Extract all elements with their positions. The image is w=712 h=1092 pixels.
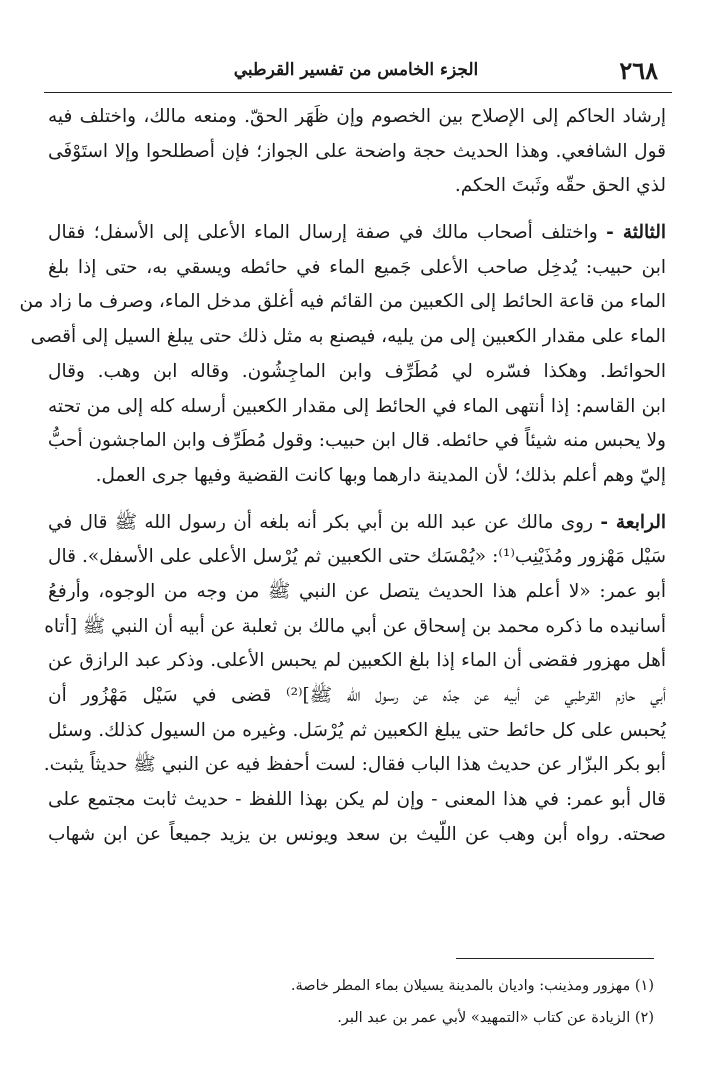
text-line: أهل مهزور فقضى أن الماء إذا بلغ الكعبين لم يحبس الأعلى. وذكر عبد الرازق عن	[48, 650, 666, 672]
text-line	[48, 506, 666, 541]
text-line: إليّ وهم أعلم بذلك؛ لأن المدينة دارهما وبها كانت القضية وفيها جرى العمل.	[95, 464, 666, 486]
paragraph-spacer	[48, 494, 666, 506]
running-title: الجزء الخامس من تفسير القرطبي	[233, 60, 479, 80]
text-line: قال أبو عمر: في هذا المعنى - وإن لم يكن بهذا اللفظ - حديث ثابت مجتمع على	[48, 789, 666, 811]
text-line: ابن حبيب: يُدخِل صاحب الأعلى جَميع الماء في حائطه ويسقي به، حتى إذا بلغ	[48, 256, 666, 278]
section-heading-fourth: الرابعة -	[600, 511, 666, 533]
paragraph-spacer	[48, 204, 666, 216]
paragraph-third-issue	[19, 216, 666, 494]
footnote-1: (١) مهزور ومذينب: واديان بالمدينة يسيلان بماء المطر خاصة.	[290, 978, 654, 994]
text-line-content: واختلف أصحاب مالك في صفة إرسال الماء الأعلى إلى الأسفل؛ فقال	[48, 222, 598, 244]
text-line: ابن القاسم: إذا أنتهى الماء في الحائط إلى مقدار الكعبين أرسله كله إلى من تحته	[48, 395, 666, 417]
footnote-divider	[456, 958, 654, 959]
text-line: لذي الحق حقّه وثَبتَ الحكم.	[454, 175, 666, 197]
text-line: قول الشافعي. وهذا الحديث حجة واضحة على الجواز؛ فإن أصطلحوا وإلا استَوْفَى	[48, 140, 666, 162]
text-line-content: روى مالك عن عبد الله بن أبي بكر أنه بلغه أن رسول الله ﷺ قال في	[48, 511, 594, 533]
text-line: الماء على مقدار الكعبين إلى من يليه، فيصنع به مثل ذلك حتى يبلغ السيل إلى أقصى	[30, 326, 666, 348]
paragraph-fourth-issue	[43, 506, 666, 853]
text-line: صحته. رواه أبن وهب عن اللّيث بن سعد ويونس بن يزيد جميعاً عن ابن شهاب	[48, 823, 666, 845]
text-line: سَيْل مَهْزور ومُذَيْنِب⁽¹⁾: «يُمْسَك حتى الكعبين ثم يُرْسل الأعلى على الأسفل». قال	[48, 546, 666, 568]
text-line: الماء من قاعة الحائط إلى الكعبين من القائم فيه أغلق مدخل الماء، وصرف ما زاد من	[19, 291, 666, 313]
paragraph-1	[48, 100, 666, 204]
text-line: أبي حازم القرطبي عن أبيه عن جدّه عن رسول الله ﷺ]⁽²⁾ قضى في سَيْل مَهْزُور أن	[48, 685, 666, 706]
main-text	[19, 100, 666, 852]
text-line: إرشاد الحاكم إلى الإصلاح بين الخصوم وإن ظَهَر الحقّ. ومنعه مالك، واختلف فيه	[48, 106, 666, 127]
text-line: الحوائط. وهكذا فسّره لي مُطَرِّف وابن الماجِشُون. وقاله ابن وهب. وقال	[48, 360, 666, 382]
text-line: أسانيده ما ذكره محمد بن إسحاق عن أبي مالك بن ثعلبة عن أبيه أن النبي ﷺ [أتاه	[44, 615, 666, 637]
header-divider	[44, 92, 672, 93]
section-heading-third: الثالثة -	[606, 222, 666, 244]
text-line: يُحبس على كل حائط حتى يبلغ الكعبين ثم يُرْسَل. وغيره من السيول كذلك. وسئل	[48, 719, 666, 741]
footnote-2: (٢) الزيادة عن كتاب «التمهيد» لأبي عمر بن عبد البر.	[337, 1010, 654, 1026]
page-number: ٢٦٨	[619, 56, 658, 85]
text-line: أبو عمر: «لا أعلم هذا الحديث يتصل عن النبي ﷺ من وجه من الوجوه، وأرفعُ	[48, 580, 666, 602]
text-line	[48, 216, 666, 251]
text-line: أبو بكر البزّار عن حديث هذا الباب فقال: لست أحفظ فيه عن النبي ﷺ حديثاً يثبت.	[43, 754, 666, 776]
text-line: ولا يحبس منه شيئاً في حائطه. قال ابن حبيب: وقول مُطَرِّف وابن الماجشون أحبُّ	[47, 430, 666, 452]
page-header	[40, 52, 672, 88]
footnotes	[54, 970, 654, 1034]
